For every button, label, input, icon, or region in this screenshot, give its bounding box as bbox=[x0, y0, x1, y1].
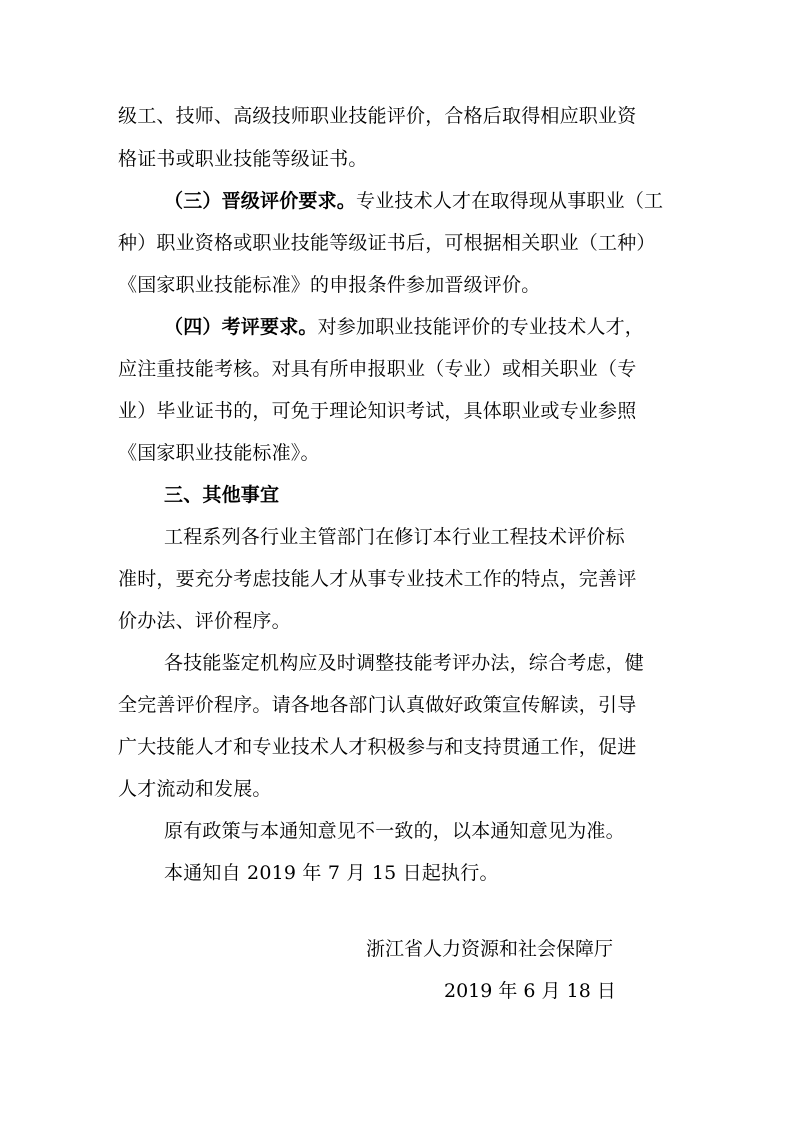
paragraph-line: 工程系列各行业主管部门在修订本行业工程技术评价标 bbox=[164, 526, 625, 548]
signature-organization: 浙江省人力资源和社会保障厅 bbox=[366, 938, 614, 960]
paragraph-line: 广大技能人才和专业技术人才积极参与和支持贯通工作，促进 bbox=[118, 736, 637, 758]
signature-date: 2019 年 6 月 18 日 bbox=[444, 980, 616, 1002]
paragraph-line: 业）毕业证书的，可免于理论知识考试，具体职业或专业参照 bbox=[118, 400, 637, 422]
paragraph-line: 《国家职业技能标准》。 bbox=[118, 442, 320, 464]
paragraph-line: 级工、技师、高级技师职业技能评价，合格后取得相应职业资 bbox=[118, 105, 637, 127]
section-3-label: （三）晋级评价要求。 bbox=[164, 190, 357, 212]
paragraph-text: 专业技术人才在取得现从事职业（工 bbox=[356, 190, 664, 212]
paragraph-text: 对参加职业技能评价的专业技术人才， bbox=[317, 316, 645, 338]
section-3-line bbox=[164, 189, 663, 213]
section-heading: 三、其他事宜 bbox=[164, 484, 280, 506]
paragraph-line: 格证书或职业技能等级证书。 bbox=[118, 148, 368, 170]
paragraph-line: 各技能鉴定机构应及时调整技能考评办法，综合考虑，健 bbox=[164, 652, 645, 674]
paragraph-line: 人才流动和发展。 bbox=[118, 778, 272, 800]
section-4-label: （四）考评要求。 bbox=[164, 316, 318, 338]
paragraph-line: 原有政策与本通知意见不一致的，以本通知意见为准。 bbox=[164, 820, 625, 842]
paragraph-line: 准时，要充分考虑技能人才从事专业技术工作的特点，完善评 bbox=[118, 568, 637, 590]
paragraph-line: 《国家职业技能标准》的申报条件参加晋级评价。 bbox=[118, 274, 541, 296]
paragraph-line: 应注重技能考核。对具有所申报职业（专业）或相关职业（专 bbox=[118, 358, 637, 380]
section-4-line bbox=[164, 315, 644, 339]
paragraph-line: 本通知自 2019 年 7 月 15 日起执行。 bbox=[164, 862, 499, 884]
paragraph-line: 价办法、评价程序。 bbox=[118, 610, 291, 632]
paragraph-line: 种）职业资格或职业技能等级证书后，可根据相关职业（工种） bbox=[118, 232, 656, 254]
paragraph-line: 全完善评价程序。请各地各部门认真做好政策宣传解读，引导 bbox=[118, 694, 637, 716]
